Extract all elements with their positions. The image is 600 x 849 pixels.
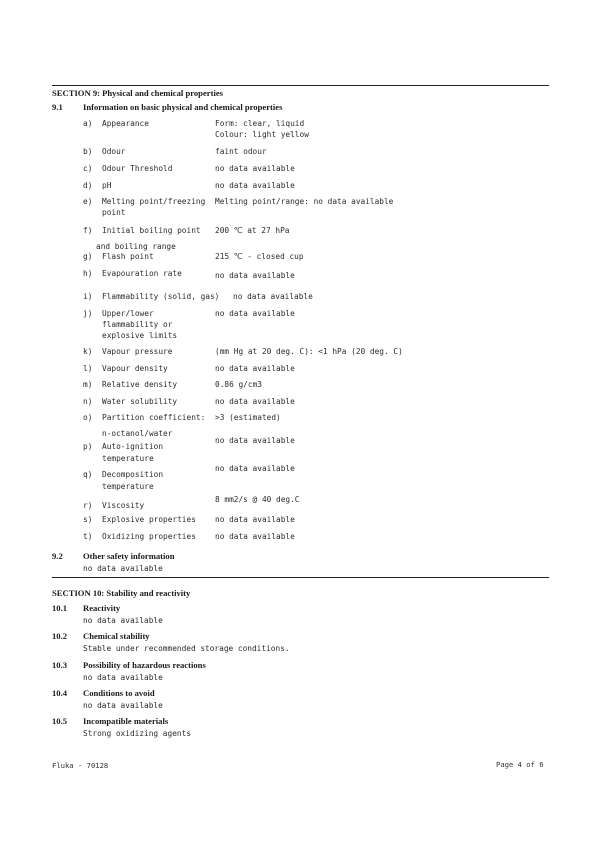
property-letter: f) xyxy=(83,226,93,235)
property-letter: t) xyxy=(83,532,93,541)
property-label: n-octanol/water xyxy=(102,429,173,438)
property-value: Melting point/range: no data available xyxy=(215,197,394,206)
subsection-text: no data available xyxy=(83,673,163,682)
subsection-number: 10.4 xyxy=(52,688,68,698)
section10-top-rule xyxy=(52,577,549,578)
property-letter: s) xyxy=(83,515,93,524)
property-value: >3 (estimated) xyxy=(215,413,281,422)
property-letter: i) xyxy=(83,292,93,301)
property-label: Initial boiling point xyxy=(102,226,201,235)
subsection-number: 10.2 xyxy=(52,631,68,641)
property-label: Vapour pressure xyxy=(102,347,173,356)
property-label: Appearance xyxy=(102,119,149,128)
property-letter: a) xyxy=(83,119,93,128)
subsection-text: Strong oxidizing agents xyxy=(83,729,191,738)
property-label: Vapour density xyxy=(102,364,168,373)
property-label: Evapouration rate xyxy=(102,269,182,278)
subsection-title: Possibility of hazardous reactions xyxy=(83,660,206,670)
property-value: 0.86 g/cm3 xyxy=(215,380,262,389)
subsection-number: 10.3 xyxy=(52,660,68,670)
property-label: Relative density xyxy=(102,380,178,389)
property-label: Water solubility xyxy=(102,397,178,406)
property-label: temperature xyxy=(102,482,154,491)
property-value: no data available xyxy=(215,515,295,524)
property-letter: m) xyxy=(83,380,93,389)
property-letter: c) xyxy=(83,164,93,173)
subsection-number: 10.5 xyxy=(52,716,68,726)
subsection-title: Conditions to avoid xyxy=(83,688,155,698)
property-label: Odour Threshold xyxy=(102,164,173,173)
property-value: no data available xyxy=(215,271,295,280)
property-value: no data available xyxy=(215,364,295,373)
property-letter: k) xyxy=(83,347,93,356)
subsection-9-2-title: Other safety information xyxy=(83,551,175,561)
subsection-title: Chemical stability xyxy=(83,631,150,641)
property-value: no data available xyxy=(215,397,295,406)
property-letter: h) xyxy=(83,269,93,278)
property-letter: e) xyxy=(83,197,93,206)
property-value: Colour: light yellow xyxy=(215,130,309,139)
property-value: 215 ℃ - closed cup xyxy=(215,252,304,261)
property-label: Decomposition xyxy=(102,470,164,479)
property-label: point xyxy=(102,208,126,217)
subsection-9-1-title: Information on basic physical and chemical properties xyxy=(83,102,283,112)
property-label: Partition coefficient: xyxy=(102,413,206,422)
property-value: Form: clear, liquid xyxy=(215,119,305,128)
property-value: no data available xyxy=(215,181,295,190)
property-letter: d) xyxy=(83,181,93,190)
property-value: (mm Hg at 20 deg. C): <1 hPa (20 deg. C) xyxy=(215,347,403,356)
subsection-number: 10.1 xyxy=(52,603,68,613)
subsection-9-1-number: 9.1 xyxy=(52,102,63,112)
subsection-title: Reactivity xyxy=(83,603,121,613)
property-value: faint odour xyxy=(215,147,267,156)
property-letter: p) xyxy=(83,442,93,451)
property-value: 8 mm2/s @ 40 deg.C xyxy=(215,495,300,504)
property-label: Upper/lower xyxy=(102,309,154,318)
property-value: 200 ℃ at 27 hPa xyxy=(215,226,290,235)
footer-page-number: Page 4 of 6 xyxy=(496,760,544,769)
footer-product-code: Fluka - 70128 xyxy=(52,761,109,770)
property-value: no data available xyxy=(215,464,295,473)
property-letter: l) xyxy=(83,364,93,373)
property-label: Melting point/freezing xyxy=(102,197,206,206)
subsection-title: Incompatible materials xyxy=(83,716,169,726)
section10-title: SECTION 10: Stability and reactivity xyxy=(52,588,191,598)
subsection-9-2-text: no data available xyxy=(83,564,163,573)
property-label: Viscosity xyxy=(102,501,145,510)
property-value: no data available xyxy=(215,164,295,173)
section9-title: SECTION 9: Physical and chemical properties xyxy=(52,88,224,98)
property-label: Flammability (solid, gas) xyxy=(102,292,220,301)
section9-top-rule xyxy=(52,85,549,86)
subsection-text: Stable under recommended storage conditions. xyxy=(83,644,290,653)
property-letter: g) xyxy=(83,252,93,261)
subsection-9-2-number: 9.2 xyxy=(52,551,63,561)
property-label: temperature xyxy=(102,454,154,463)
property-letter: b) xyxy=(83,147,93,156)
property-label: explosive limits xyxy=(102,331,178,340)
property-letter: q) xyxy=(83,470,93,479)
property-value: no data available xyxy=(215,309,295,318)
property-label: Auto-ignition xyxy=(102,442,164,451)
property-label: pH xyxy=(102,181,112,190)
subsection-text: no data available xyxy=(83,701,163,710)
property-letter: r) xyxy=(83,501,93,510)
property-value: no data available xyxy=(215,532,295,541)
property-label: and boiling range xyxy=(96,242,176,251)
property-value: no data available xyxy=(233,292,313,301)
property-label: Odour xyxy=(102,147,126,156)
subsection-text: no data available xyxy=(83,616,163,625)
property-letter: o) xyxy=(83,413,93,422)
property-label: flammability or xyxy=(102,320,173,329)
property-letter: n) xyxy=(83,397,93,406)
property-label: Flash point xyxy=(102,252,154,261)
property-value: no data available xyxy=(215,436,295,445)
property-label: Oxidizing properties xyxy=(102,532,196,541)
property-label: Explosive properties xyxy=(102,515,196,524)
property-letter: j) xyxy=(83,309,93,318)
